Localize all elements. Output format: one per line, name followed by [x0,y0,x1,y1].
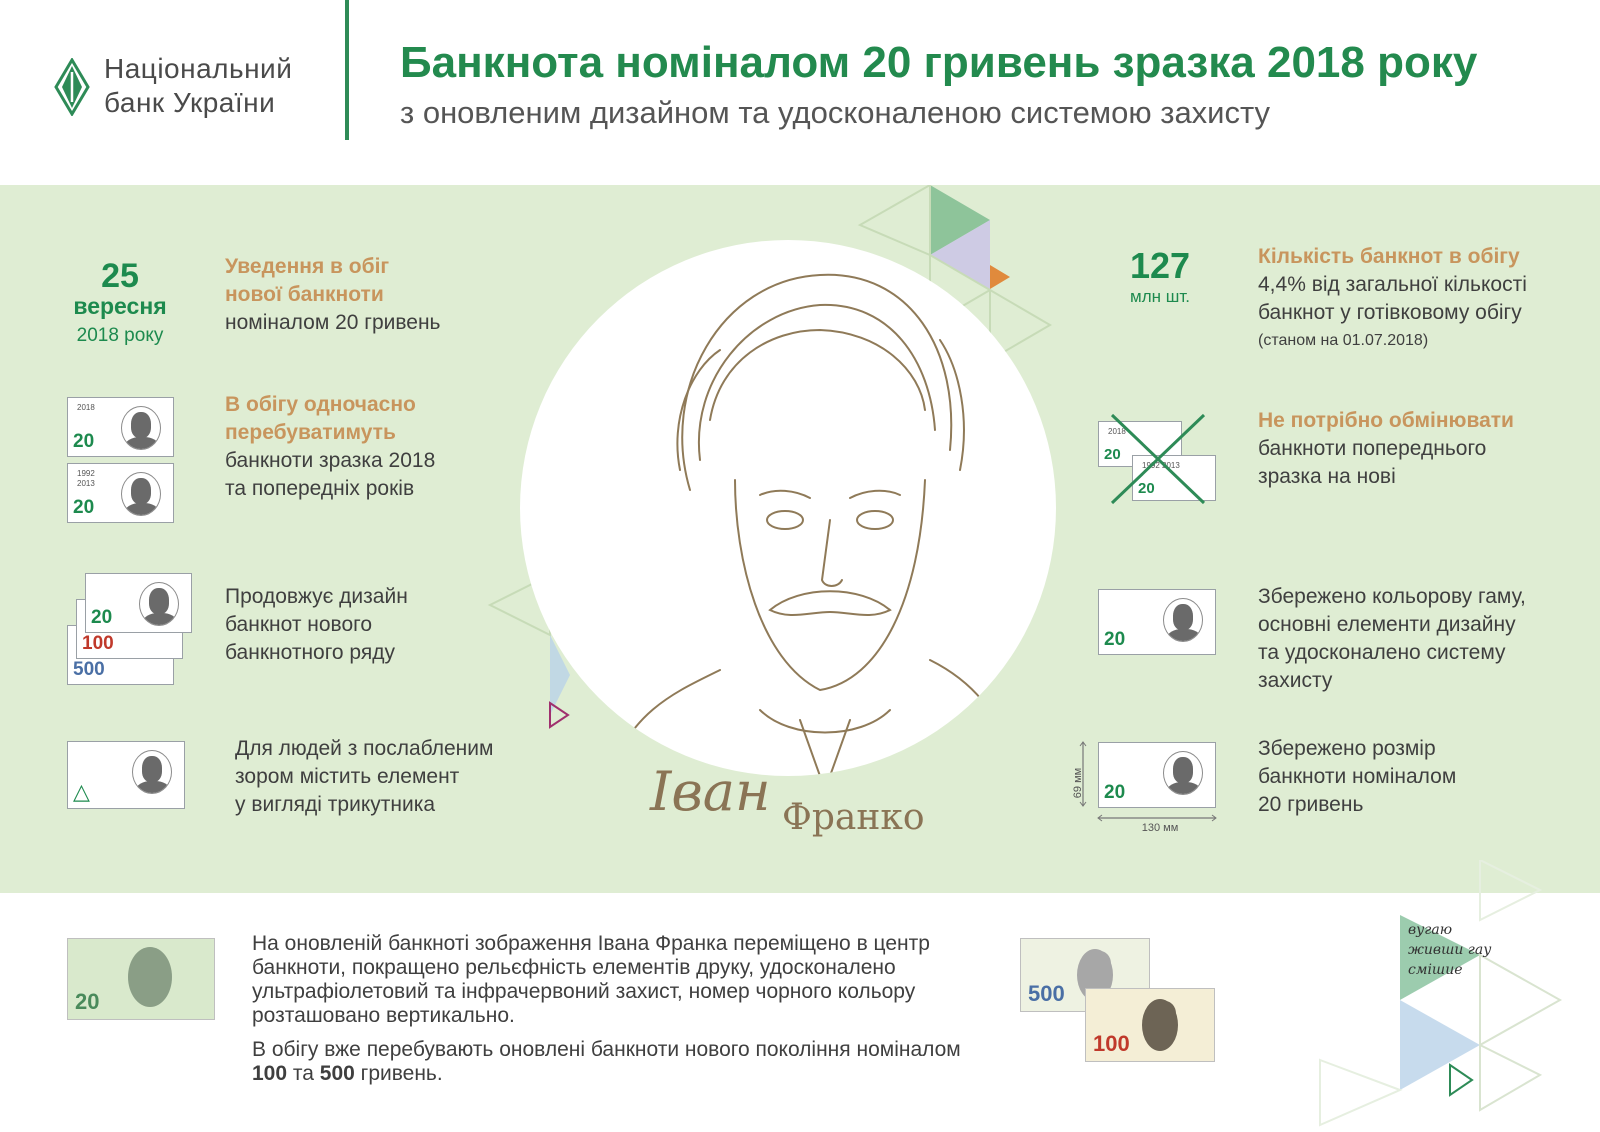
banknote-previous [67,463,174,523]
paragraph2-value-500: 500 [319,1062,355,1085]
count-text-line2: банкнот у готівковому обігу [1258,301,1522,324]
size-text-line2: банкноти номіналом [1258,765,1457,788]
exchange-text-line2: зразка на нові [1258,465,1396,488]
colors-block [1258,583,1526,695]
date-day: 25 [101,257,139,295]
banknote-value: 100 [1093,1031,1130,1056]
colors-text-line4: захисту [1258,669,1333,692]
banknote-20 [85,573,192,633]
count-block [1258,243,1527,355]
header [0,0,1600,185]
height-label: 69 мм [1072,767,1084,799]
design-text-line1: Продовжує дизайн [225,585,408,608]
banknote-year-2: 2013 [77,479,95,488]
banknote-2018 [67,397,174,457]
banknote-years [77,469,95,489]
circulation-count: 127 [1129,245,1191,286]
exchange-block [1258,407,1514,491]
banknote-value: 100 [82,633,114,654]
portrait-icon [1163,598,1203,642]
date-month: вересня [73,293,167,319]
triangle-text-line1: Для людей з послабленим [235,737,494,760]
banknote-value: 20 [1104,629,1126,650]
portrait-icon [121,406,161,450]
size-text-line1: Збережено розмір [1258,737,1436,760]
signature-last-name: Франко [782,797,925,838]
info-panel [0,185,1600,893]
design-text-line2: банкнот нового [225,613,373,636]
exchange-text-line1: банкноти попереднього [1258,437,1487,460]
banknote-year-1: 1992 [77,469,95,478]
bottom-paragraph-2 [252,1038,992,1086]
dimension-arrows-icon [1078,740,1223,830]
portrait-circle [520,240,1056,776]
banknote-triangle [67,741,185,809]
banknote-value: 20 [91,607,113,628]
portrait-icon [1142,999,1178,1051]
bottom-description [252,932,992,1086]
intro-heading-line1: Уведення в обіг [225,255,390,278]
banknote-value: 20 [1104,782,1126,803]
logo-text [104,52,292,120]
banknote-value: 20 [73,497,95,518]
paragraph2-pre: В обігу вже перебувають оновлені банкноти нового покоління номіналом [252,1038,961,1061]
banknote-value: 20 [1138,480,1155,497]
paragraph2-post: гривень. [354,1062,443,1085]
size-block [1258,735,1456,819]
banknote-year: 2018 [77,403,95,412]
banknote-value: 500 [1028,981,1065,1006]
signature-first-name: Іван [650,760,771,823]
logo-text-line1: Національний [104,53,293,84]
exchange-heading: Не потрібно обмінювати [1258,409,1514,432]
header-divider [345,0,349,140]
page-title: Банкнота номіналом 20 гривень зразка 2018 року [400,38,1478,87]
triangle-block [235,735,493,819]
design-text-line3: банкнотного ряду [225,641,395,664]
circulation-unit: млн шт. [1130,287,1190,306]
portrait-icon [128,947,172,1007]
banknote-year: 1992 2013 [1142,461,1180,470]
banknote-value: 20 [73,431,95,452]
banknote-value: 20 [1104,446,1121,463]
banknote-value: 20 [75,989,100,1014]
banknote-colors [1098,589,1216,655]
portrait-icon [132,750,172,794]
ivan-franko-portrait-icon [520,240,1056,776]
banknote-year: 2018 [1108,427,1126,436]
simultaneous-text-line2: та попередніх років [225,477,415,500]
nbu-logo-icon [54,58,90,116]
corner-triangle-pattern-icon [1240,860,1600,1132]
size-text-line3: 20 гривень [1258,793,1364,816]
portrait-icon [139,582,179,626]
bottom-paragraph-1: На оновленій банкноті зображення Івана Франка переміщено в центр банкноти, покращено рельєфність елементів друку, удосконалено ультрафіолетовий та інфрачервоний захист, номер чорного кольору розташовано вертикально. [252,932,930,1027]
colors-text-line3: та удосконалено систему [1258,641,1506,664]
count-note [1258,327,1527,355]
handwriting-sample [1408,920,1491,980]
width-label: 130 мм [1141,822,1179,834]
handwriting-line-1: вугаю [1408,922,1453,938]
simultaneous-heading-line1: В обігу одночасно [225,393,416,416]
cross-out-icon [1108,411,1208,507]
triangle-text-line2: зором містить елемент [235,765,460,788]
simultaneous-text-line1: банкноти зразка 2018 [225,449,436,472]
simultaneous-heading-line2: перебуватимуть [225,421,396,444]
simultaneous-block [225,391,435,503]
count-heading: Кількість банкнот в обігу [1258,245,1520,268]
handwriting-line-3: смішие [1408,962,1463,978]
handwriting-line-2: живши гау [1408,942,1492,958]
intro-text: номіналом 20 гривень [225,311,441,334]
design-block [225,583,408,667]
paragraph2-value-100: 100 [252,1062,288,1085]
intro-block [225,253,441,337]
banknote-20-updated [67,938,215,1020]
page-subtitle: з оновленим дизайном та удосконаленою системою захисту [400,95,1271,130]
count-note-text: (станом на 01.07.2018) [1258,332,1429,349]
logo-text-line2: банк України [104,87,276,118]
portrait-icon [121,472,161,516]
colors-text-line1: Збережено кольорову гаму, [1258,585,1526,608]
triangle-icon: △ [73,779,90,804]
date-year: 2018 року [76,325,164,346]
banknote-value: 500 [73,659,105,680]
triangle-text-line3: у вигляді трикутника [235,793,436,816]
banknote-100-bottom [1085,988,1215,1062]
paragraph2-mid: та [287,1062,320,1085]
count-text-line1: 4,4% від загальної кількості [1258,273,1527,296]
colors-text-line2: основні елементи дизайну [1258,613,1516,636]
intro-heading-line2: нової банкноти [225,283,384,306]
